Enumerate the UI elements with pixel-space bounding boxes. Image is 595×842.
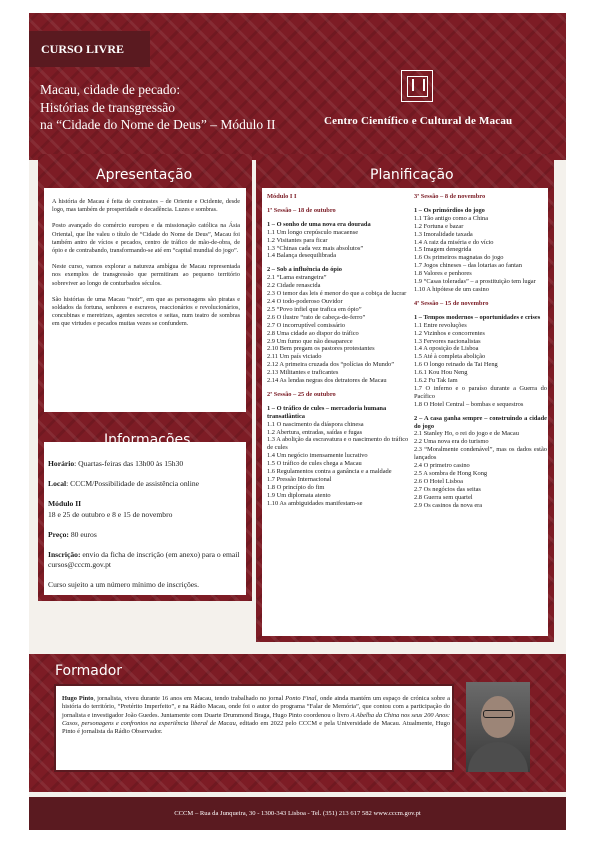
topic-heading: 2 – A casa ganha sempre – construindo a cidade do jogo <box>414 414 547 430</box>
topic-item: 1.6 Os primeiros magnatas do jogo <box>414 254 504 262</box>
topic-item: 1.2 Visitantes para ficar <box>267 236 328 244</box>
topic-heading: 1 – O sonho de uma nova era dourada <box>267 220 371 228</box>
topic-item: 1.7 Jogos chineses – das lotarias ao fantan <box>414 262 522 270</box>
topic-item: 2.3 “Moralmente condenável”, mas os dados estão lançados <box>414 446 547 462</box>
topic-item: 2.11 Um país viciado <box>267 353 322 361</box>
topic-item: 1.6 Regulamentos contra a ganância e a maldade <box>267 468 392 476</box>
title-line: na “Cidade do Nome de Deus” – Módulo II <box>40 117 276 132</box>
topic-item: 2.13 Militantes e traficantes <box>267 369 339 377</box>
topic-item: 2.9 Os casinos da nova era <box>414 501 483 509</box>
title-line: Macau, cidade de pecado: <box>40 82 181 97</box>
paragraph: São histórias de uma Macau “noir”, em que as personagens são piratas e soldados da fortuna, senhores e escravos, reaccionários e revolucionários, concubinas e meretrizes, agentes secretos e seitas, num teatro de sombras em que virtudes e pecados muitas vezes se confundem. <box>52 295 240 328</box>
topic-item: 1.9 Um diplomata atento <box>267 491 331 499</box>
presentation-text <box>52 198 240 337</box>
session-heading: 1ª Sessão – 18 de outubro <box>267 206 336 214</box>
topic-item: 1.2 Vizinhos e concorrentes <box>414 329 485 337</box>
topic-item: 1.10 A hipótese de um casino <box>414 285 489 293</box>
schedule: Horário: Quartas-feiras das 13h00 às 15h30 <box>48 459 184 468</box>
topic-item: 1.7 O inferno e o paraíso durante a Guerra do Pacífico <box>414 384 547 400</box>
topic-item: 2.1 Stanley Ho, o rei do jogo e de Macau <box>414 430 519 438</box>
org-name: Centro Científico e Cultural de Macau <box>324 115 513 127</box>
course-tag: CURSO LIVRE <box>29 31 150 67</box>
topic-item: 1.3 Imoralidade taxada <box>414 230 473 238</box>
topic-item: 1.3 “Chinas cada vez mais absolutos” <box>267 244 364 252</box>
course-title <box>40 81 275 134</box>
topic-item: 1.1 Tão antigo como a China <box>414 214 489 222</box>
trainer-heading: Formador <box>55 663 123 679</box>
topic-item: 2.5 A sombra de Hong Kong <box>414 470 488 477</box>
topic-item: 2.3 O temor das leis é menor do que a cobiça de lucrar <box>267 290 407 298</box>
topic-item: 2.4 O primeiro casino <box>414 462 470 470</box>
topic-item: 1.10 As ambiguidades manifestam-se <box>267 499 363 507</box>
module-dates: Módulo II 18 e 25 de outubro e 8 e 15 de novembro <box>48 499 173 519</box>
price: Preço: 80 euros <box>48 529 97 539</box>
topic-item: 1.6 O longo reinado da Tai Heng <box>414 361 498 369</box>
topic-heading: 1 – Os primórdios do jogo <box>414 206 485 214</box>
topic-item: 2.8 Guerra sem quartel <box>414 493 473 501</box>
session-heading: 3ª Sessão – 8 de novembro <box>414 193 486 200</box>
topic-item: 2.7 O incorruptível comissário <box>267 321 346 329</box>
topic-item: 1.9 “Casas toleradas” – a prostituição tem lugar <box>414 278 536 286</box>
location: Local: CCCM/Possibilidade de assistência online <box>48 479 200 488</box>
info-body <box>48 459 244 600</box>
topic-item: 2.6 O ilustre “rato de cabeça-de-ferro” <box>267 313 366 321</box>
topic-item: 2.2 Uma nova era do turismo <box>414 438 489 446</box>
paragraph: Neste curso, vamos explorar a natureza ambígua de Macau representada nos exemplos de transgressão que permitiram ao pequeno território sobreviver ao longo de conturbados séculos. <box>52 263 240 287</box>
topic-item: 1.5 O tráfico de cules chega a Macau <box>267 460 362 468</box>
topic-item: 1.2 Fortuna e bazar <box>414 222 464 230</box>
session-heading: 2ª Sessão – 25 de outubro <box>267 390 336 398</box>
trainer-bio: Hugo Pinto, jornalista, viveu durante 16 anos em Macau, tendo trabalhado no jornal Ponto Final, onde ainda mantém um espaço de crónica sobre a história do território, “Pretérito Imperfeito”, e na Rádio Macau, onde foi o autor do programa “Falar de Memória”, que contou com a participação do jornalista e investigador João Guedes. Juntamente com Duarte Drummond Braga, Hugo Pinto coordenou o livro A Abelha da China nos seus 200 Anos: Casos, personagens e confrontos na experiência liberal de Macau, editado em 2022 pelo CCCM e pela Universidade de Macau. Atualmente, Hugo Pinto é jornalista da Rádio Observador. <box>62 695 451 736</box>
topic-item: 1.5 Até à completa abolição <box>414 353 486 361</box>
topic-item: 2.4 O todo-poderoso Ouvidor <box>267 297 343 305</box>
footer-contact: CCCM – Rua da Junqueira, 30 - 1300-343 Lisboa - Tel. (351) 213 617 582 www.cccm.gov.pt <box>29 797 566 830</box>
topic-item: 2.8 Uma cidade ao dispor do tráfico <box>267 329 359 337</box>
topic-item: 1.5 Imagem denegrida <box>414 246 472 254</box>
topic-heading: 1 – O tráfico de cules – mercadoria humana transatlântica <box>267 404 387 420</box>
topic-item: 1.2 Abertura, entradas, saídas e fugas <box>267 428 363 436</box>
session-heading: 4ª Sessão – 15 de novembro <box>414 299 489 307</box>
topic-item: 1.8 Valores e penhores <box>414 270 472 278</box>
title-line: Histórias de transgressão <box>40 99 175 115</box>
topic-item: 2.7 Os negócios das seitas <box>414 485 481 493</box>
topic-item: 2.12 A primeira cruzada dos “polícias do Mundo” <box>267 361 395 369</box>
topic-item: 2.9 Um fumo que não desaparece <box>267 337 353 345</box>
topic-item: 2.5 “Povo infiel que trafica em ópio” <box>267 305 362 313</box>
planning-column-left <box>267 193 409 508</box>
session-heading: Módulo I I <box>267 193 297 200</box>
registration: Inscrição: envio da ficha de inscrição (em anexo) para o email cursos@cccm.gov.pt <box>48 549 240 569</box>
trainer-photo <box>466 682 530 772</box>
min-enrolment-note: Curso sujeito a um número mínimo de inscrições. <box>48 580 200 589</box>
topic-item: 2.6 O Hotel Lisboa <box>414 477 463 485</box>
topic-item: 1.6.1 Kou Hou Neng <box>414 369 468 377</box>
paragraph: Posto avançado do comércio europeu e da missionação católica na Ásia Oriental, que lhe valeu o título de “Cidade do Nome de Deus”, Macau foi também antro de vícios e pecados, centro de tráfico de mão-de-obra, de ópio e de contrabando, transformando-se até em “capital mundial do jogo”. <box>52 222 240 255</box>
topic-item: 1.1 Um longo crepúsculo macaense <box>267 228 359 236</box>
topic-item: 1.4 Balança desequilibrada <box>267 252 337 260</box>
topic-item: 1.7 Pressão Internacional <box>267 476 332 483</box>
topic-item: 2.2 Cidade renascida <box>267 282 321 290</box>
topic-item: 2.10 Bem pregam os pastores protestantes <box>267 345 375 353</box>
topic-item: 1.3 Fervores nacionalistas <box>414 337 481 345</box>
topic-item: 1.4 A raiz da miséria e do vício <box>414 238 494 246</box>
planning-column-right <box>414 193 547 510</box>
topic-item: 1.1 Entre revoluções <box>414 321 467 329</box>
topic-item: 1.4 A oposição de Lisboa <box>414 345 479 353</box>
cccm-logo-icon <box>401 70 433 102</box>
paragraph: A história de Macau é feita de contrastes – de Oriente e Ocidente, desde logo, mas também de prosperidade e decadência. Luzes e sombras. <box>52 198 240 214</box>
topic-item: 1.4 Um negócio imensamente lucrativo <box>267 452 368 460</box>
topic-item: 1.3 A abolição da escravatura e o nascimento do tráfico de cules <box>267 436 409 452</box>
topic-item: 1.1 O nascimento da diáspora chinesa <box>267 420 364 428</box>
header-banner <box>29 13 566 160</box>
topic-item: 2.14 As lendas negras dos detratores de Macau <box>267 377 387 385</box>
topic-item: 2.1 “Lama estrangeira” <box>267 274 327 282</box>
topic-item: 1.8 O princípio do fim <box>267 483 325 491</box>
topic-item: 1.8 O Hotel Central – bombas e sequestros <box>414 400 524 408</box>
topic-heading: 1 – Tempos modernos – oportunidades e crises <box>414 313 541 321</box>
topic-heading: 2 – Sob a influência do ópio <box>267 266 342 274</box>
topic-item: 1.6.2 Fu Tak Iam <box>414 377 458 385</box>
